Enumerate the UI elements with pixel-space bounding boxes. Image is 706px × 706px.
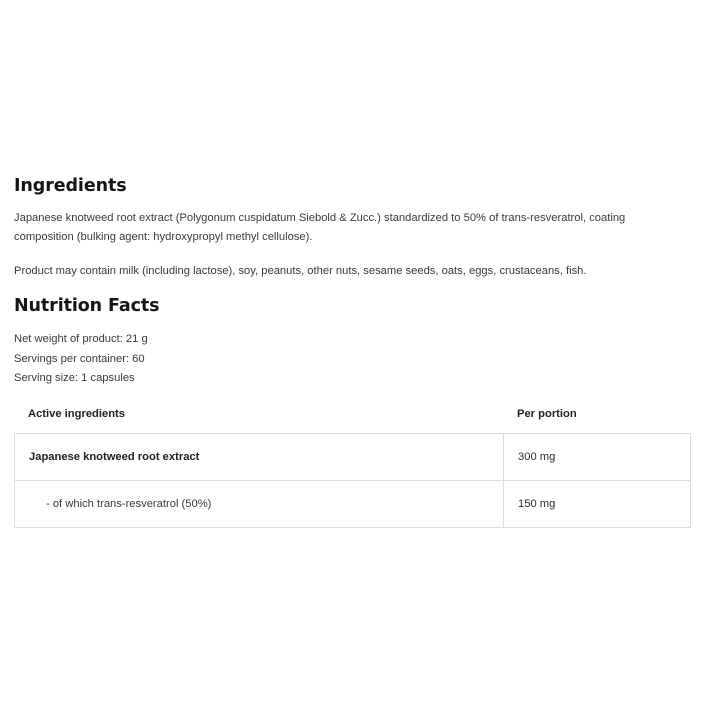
net-weight: Net weight of product: 21 g — [14, 333, 148, 345]
table-header — [14, 394, 691, 433]
column-header-per-portion: Per portion — [517, 407, 577, 420]
ingredients-text: Japanese knotweed root extract (Polygonum cuspidatum Siebold & Zucc.) standardized to 50% of trans-resveratrol, coating composition (bulking agent: hydroxypropyl methyl cellulose). — [14, 212, 626, 243]
column-header-active-ingredients: Active ingredients — [28, 407, 125, 420]
nutrition-table — [14, 394, 691, 528]
servings-per-container: Servings per container: 60 — [14, 352, 145, 365]
allergens-text: Product may contain milk (including lactose), soy, peanuts, other nuts, sesame seeds, oats, eggs, crustaceans, fish. — [14, 265, 587, 277]
nutrition-facts-list — [14, 330, 148, 389]
ingredient-amount: 300 mg — [518, 451, 556, 463]
ingredients-heading: Ingredients — [14, 176, 127, 196]
table-body — [14, 433, 691, 528]
nutrition-heading: Nutrition Facts — [14, 296, 160, 316]
ingredient-name: - of which trans-resveratrol (50%) — [15, 481, 504, 527]
ingredient-name: Japanese knotweed root extract — [15, 434, 504, 480]
table-row — [15, 434, 690, 480]
table-row — [15, 480, 690, 527]
ingredient-amount: 150 mg — [518, 498, 556, 510]
serving-size: Serving size: 1 capsules — [14, 372, 135, 384]
